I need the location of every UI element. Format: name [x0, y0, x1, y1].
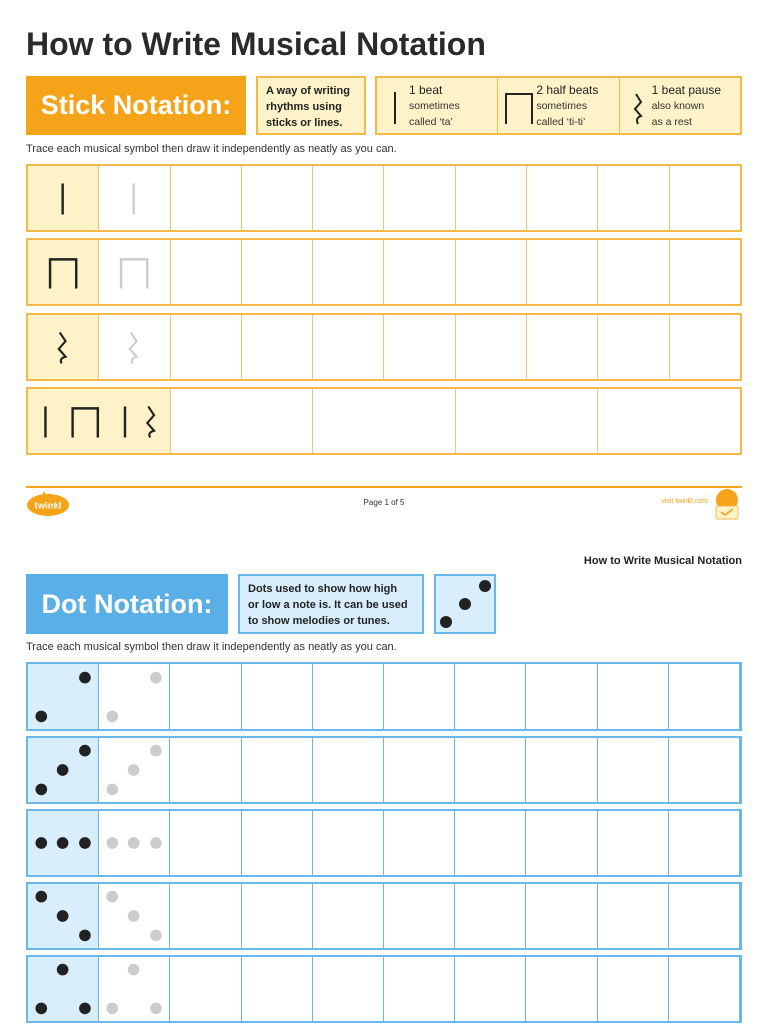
practice-cell[interactable]: [170, 664, 241, 729]
practice-cell[interactable]: [313, 811, 384, 875]
ascending-dots-icon: [28, 738, 98, 802]
practice-cell[interactable]: [384, 738, 455, 802]
practice-cell[interactable]: [242, 664, 313, 729]
practice-cell[interactable]: [313, 957, 384, 1021]
example-cell: [28, 315, 99, 379]
key-one-beat-line2: sometimes: [409, 100, 460, 112]
key-one-beat: [377, 78, 498, 133]
page-number: Page 1 of 5: [363, 498, 405, 507]
practice-cell[interactable]: [598, 957, 669, 1021]
practice-cell[interactable]: [171, 166, 242, 230]
example-cell: [28, 664, 99, 729]
practice-cell[interactable]: [670, 315, 740, 379]
peak-dots-trace-icon: [99, 957, 169, 1021]
dot-row-4: [26, 882, 742, 950]
stick-row-1-beat: [26, 164, 742, 232]
key-two-half-beats-name: 2 half beats: [536, 83, 599, 97]
dot-row-1: [26, 662, 742, 731]
rest-squiggle-icon: [624, 82, 652, 130]
half-beats-trace-icon: [99, 240, 169, 304]
key-beat-pause-line2: also known: [651, 100, 705, 112]
stick-row-rest: [26, 313, 742, 381]
practice-cell[interactable]: [669, 738, 740, 802]
one-beat-stick-icon: [381, 82, 409, 130]
stick-notation-description: [256, 76, 366, 135]
practice-cell[interactable]: [242, 957, 313, 1021]
practice-cell[interactable]: [170, 884, 241, 948]
key-beat-pause-line3: as a rest: [651, 116, 692, 128]
practice-cell[interactable]: [598, 240, 669, 304]
stick-instruction: Trace each musical symbol then draw it independently as neatly as you can.: [26, 143, 397, 155]
practice-cell[interactable]: [242, 240, 313, 304]
practice-cell[interactable]: [598, 811, 669, 875]
practice-cell[interactable]: [170, 957, 241, 1021]
one-beat-trace-icon: [99, 166, 169, 230]
practice-cell[interactable]: [313, 664, 384, 729]
dot-desc-line-1: Dots used to show how high: [248, 583, 398, 595]
rest-squiggle-icon: [28, 315, 98, 379]
practice-cell[interactable]: [526, 738, 597, 802]
dot-row-5: [26, 955, 742, 1023]
practice-cell[interactable]: [598, 315, 669, 379]
footer-divider: [26, 486, 742, 488]
two-dots-icon: [28, 664, 98, 729]
stick-row-half-beats: [26, 238, 742, 306]
stick-row-combined: [26, 387, 742, 455]
practice-cell[interactable]: [313, 166, 384, 230]
descending-dots-icon: [28, 884, 98, 948]
dot-notation-badge: Dot Notation:: [26, 574, 228, 634]
trace-cell[interactable]: [99, 664, 170, 729]
practice-cell[interactable]: [384, 240, 455, 304]
practice-cell[interactable]: [313, 389, 456, 453]
trace-cell[interactable]: [99, 957, 170, 1021]
practice-cell[interactable]: [242, 315, 313, 379]
practice-cell[interactable]: [669, 811, 740, 875]
practice-cell[interactable]: [669, 957, 740, 1021]
dot-notation-description: [238, 574, 424, 634]
level-dots-icon: [28, 811, 98, 875]
practice-cell[interactable]: [455, 738, 526, 802]
key-two-half-beats: [498, 78, 619, 133]
level-dots-trace-icon: [99, 811, 169, 875]
stick-notation-badge: Stick Notation:: [26, 76, 246, 135]
trace-cell[interactable]: [99, 315, 170, 379]
practice-cell[interactable]: [669, 664, 740, 729]
practice-cell[interactable]: [384, 811, 455, 875]
quality-badge-icon: [712, 488, 742, 520]
practice-cell[interactable]: [670, 240, 740, 304]
practice-cell[interactable]: [526, 664, 597, 729]
practice-cell[interactable]: [313, 738, 384, 802]
practice-cell[interactable]: [456, 240, 527, 304]
quality-badge: [712, 488, 742, 520]
practice-cell[interactable]: [171, 389, 314, 453]
section-header: How to Write Musical Notation: [583, 555, 742, 567]
practice-cell[interactable]: [526, 957, 597, 1021]
practice-cell[interactable]: [455, 957, 526, 1021]
example-cell: [28, 166, 99, 230]
dot-desc-line-3: to show melodies or tunes.: [248, 615, 390, 627]
example-cell: [28, 811, 99, 875]
practice-cell[interactable]: [598, 884, 669, 948]
practice-cell[interactable]: [313, 240, 384, 304]
practice-cell[interactable]: [598, 738, 669, 802]
example-cell: [28, 240, 99, 304]
key-beat-pause: [620, 78, 740, 133]
trace-cell[interactable]: [99, 884, 170, 948]
practice-cell[interactable]: [384, 664, 455, 729]
practice-cell[interactable]: [598, 664, 669, 729]
key-beat-pause-name: 1 beat pause: [651, 83, 722, 97]
dot-key-example: [434, 574, 496, 634]
dot-row-2: [26, 736, 742, 804]
practice-cell[interactable]: [598, 166, 669, 230]
practice-cell[interactable]: [526, 884, 597, 948]
practice-cell[interactable]: [526, 811, 597, 875]
trace-cell[interactable]: [99, 738, 170, 802]
practice-cell[interactable]: [384, 315, 455, 379]
practice-cell[interactable]: [313, 315, 384, 379]
stick-desc-line-3: sticks or lines.: [266, 117, 343, 129]
peak-dots-icon: [28, 957, 98, 1021]
rest-trace-icon: [99, 315, 169, 379]
practice-cell[interactable]: [527, 240, 598, 304]
half-beats-stick-icon: [502, 82, 536, 130]
trace-cell[interactable]: [99, 166, 170, 230]
practice-cell[interactable]: [242, 166, 313, 230]
key-two-half-beats-line3: called ‘ti-ti’: [536, 116, 586, 128]
practice-cell[interactable]: [171, 240, 242, 304]
trace-cell[interactable]: [99, 811, 170, 875]
practice-cell[interactable]: [598, 389, 740, 453]
stick-desc-line-1: A way of writing: [266, 85, 350, 97]
dot-desc-line-2: or low a note is. It can be used: [248, 599, 408, 611]
practice-cell[interactable]: [242, 884, 313, 948]
practice-cell[interactable]: [384, 884, 455, 948]
practice-cell[interactable]: [455, 811, 526, 875]
practice-cell[interactable]: [527, 315, 598, 379]
svg-text:twinkl: twinkl: [34, 500, 62, 512]
practice-cell[interactable]: [527, 166, 598, 230]
page-title: How to Write Musical Notation: [26, 26, 486, 62]
stick-symbol-key: [375, 76, 742, 135]
ascending-dots-icon: [436, 576, 494, 632]
practice-cell[interactable]: [242, 811, 313, 875]
example-cell: [28, 738, 99, 802]
dot-instruction: Trace each musical symbol then draw it independently as neatly as you can.: [26, 641, 397, 653]
practice-cell[interactable]: [669, 884, 740, 948]
key-one-beat-line3: called ‘ta’: [409, 116, 453, 128]
practice-cell[interactable]: [456, 315, 527, 379]
practice-cell[interactable]: [171, 315, 242, 379]
descending-dots-trace-icon: [99, 884, 169, 948]
one-beat-stick-icon: [28, 166, 98, 230]
practice-cell[interactable]: [670, 166, 740, 230]
example-rhythm-cell: [28, 389, 171, 453]
visit-link[interactable]: visit twinkl.com: [661, 498, 708, 505]
dot-row-3: [26, 809, 742, 877]
practice-cell[interactable]: [313, 884, 384, 948]
practice-cell[interactable]: [455, 884, 526, 948]
stick-desc-line-2: rhythms using: [266, 101, 342, 113]
example-cell: [28, 884, 99, 948]
practice-cell[interactable]: [456, 389, 599, 453]
practice-cell[interactable]: [455, 664, 526, 729]
practice-cell[interactable]: [170, 738, 241, 802]
practice-cell[interactable]: [384, 957, 455, 1021]
ascending-dots-trace-icon: [99, 738, 169, 802]
example-cell: [28, 957, 99, 1021]
two-dots-trace-icon: [99, 664, 169, 729]
practice-cell[interactable]: [384, 166, 455, 230]
key-two-half-beats-line2: sometimes: [536, 100, 588, 112]
practice-cell[interactable]: [170, 811, 241, 875]
practice-cell[interactable]: [242, 738, 313, 802]
key-one-beat-name: 1 beat: [409, 83, 443, 97]
practice-cell[interactable]: [456, 166, 527, 230]
trace-cell[interactable]: [99, 240, 170, 304]
rhythm-sequence-icon: [28, 389, 170, 453]
half-beats-stick-icon: [28, 240, 98, 304]
